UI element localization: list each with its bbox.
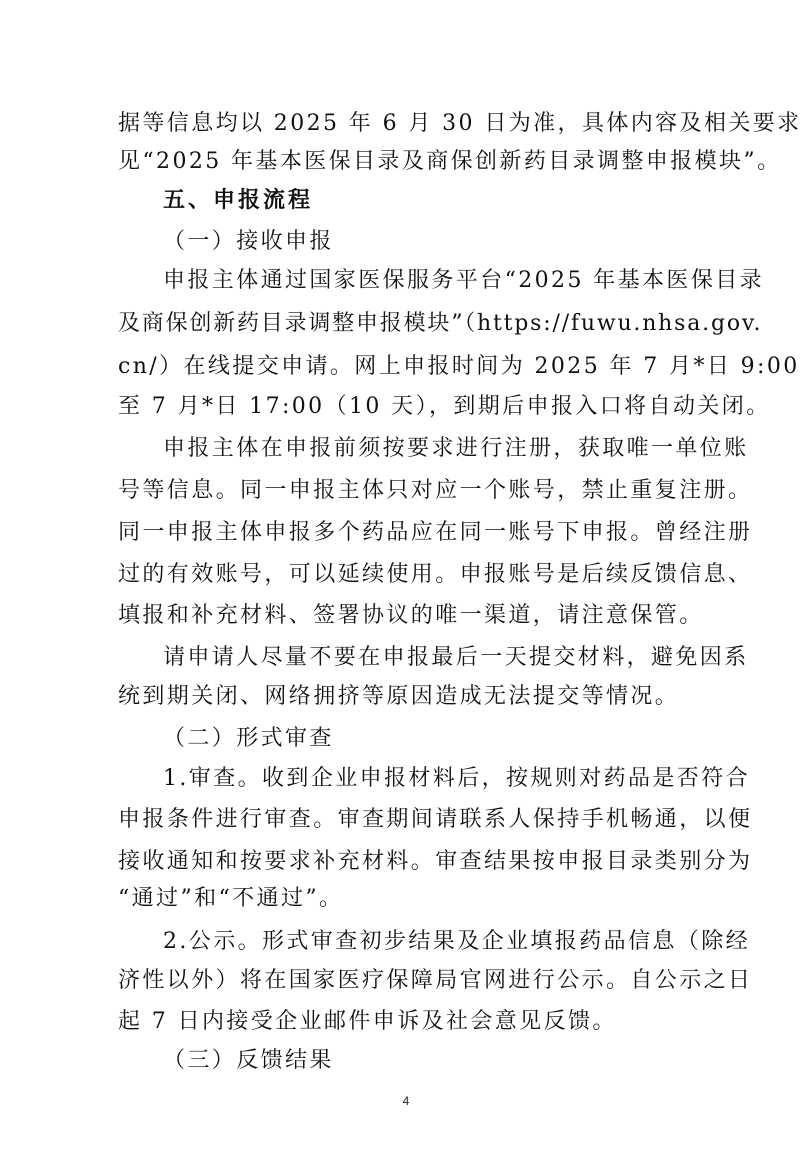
section-heading: 五、申报流程 bbox=[163, 188, 314, 213]
body-text-line: 据等信息均以 2025 年 6 月 30 日为准，具体内容及相关要求 bbox=[118, 111, 802, 136]
body-text-line: 至 7 月*日 17:00（10 天），到期后申报入口将自动关闭。 bbox=[118, 394, 771, 419]
body-text-line: 过的有效账号，可以延续使用。申报账号是后续反馈信息、 bbox=[118, 562, 753, 587]
body-text-line: 申报条件进行审查。审查期间请联系人保持手机畅通，以便 bbox=[118, 807, 753, 832]
body-text-line: 填报和补充材料、签署协议的唯一渠道，请注意保管。 bbox=[118, 603, 704, 628]
body-text-line: 统到期关闭、网络拥挤等原因造成无法提交等情况。 bbox=[118, 684, 680, 709]
body-text-line: 接收通知和按要求补充材料。审查结果按申报目录类别分为 bbox=[118, 849, 753, 874]
body-text-line: 同一申报主体申报多个药品应在同一账号下申报。曾经注册 bbox=[118, 520, 753, 545]
subsection-heading: （三）反馈结果 bbox=[163, 1048, 334, 1073]
body-text-line: 起 7 日内接受企业邮件申诉及社会意见反馈。 bbox=[118, 1009, 617, 1034]
body-text-line: 1.审查。收到企业申报材料后，按规则对药品是否符合 bbox=[163, 766, 750, 791]
body-text-line: cn/）在线提交申请。网上申报时间为 2025 年 7 月*日 9:00 bbox=[118, 354, 800, 379]
body-text-line: 申报主体通过国家医保服务平台“2025 年基本医保目录 bbox=[163, 268, 765, 293]
body-text-line: 及商保创新药目录调整申报模块”（https://fuwu.nhsa.gov. bbox=[118, 311, 763, 336]
body-text-line: 2.公示。形式审查初步结果及企业填报药品信息（除经 bbox=[163, 929, 750, 954]
body-text-line: 申报主体在申报前须按要求进行注册，获取唯一单位账 bbox=[163, 436, 749, 461]
page-number: 4 bbox=[402, 1094, 410, 1108]
body-text-line: “通过”和“不通过”。 bbox=[118, 886, 344, 911]
body-text-line: 见“2025 年基本医保目录及商保创新药目录调整申报模块”。 bbox=[118, 149, 782, 174]
body-text-line: 济性以外）将在国家医疗保障局官网进行公示。自公示之日 bbox=[118, 968, 753, 993]
body-text-line: 请申请人尽量不要在申报最后一天提交材料，避免因系 bbox=[163, 645, 749, 670]
body-text-line: 号等信息。同一申报主体只对应一个账号，禁止重复注册。 bbox=[118, 478, 753, 503]
subsection-heading: （一）接收申报 bbox=[163, 229, 334, 254]
subsection-heading: （二）形式审查 bbox=[163, 726, 334, 751]
